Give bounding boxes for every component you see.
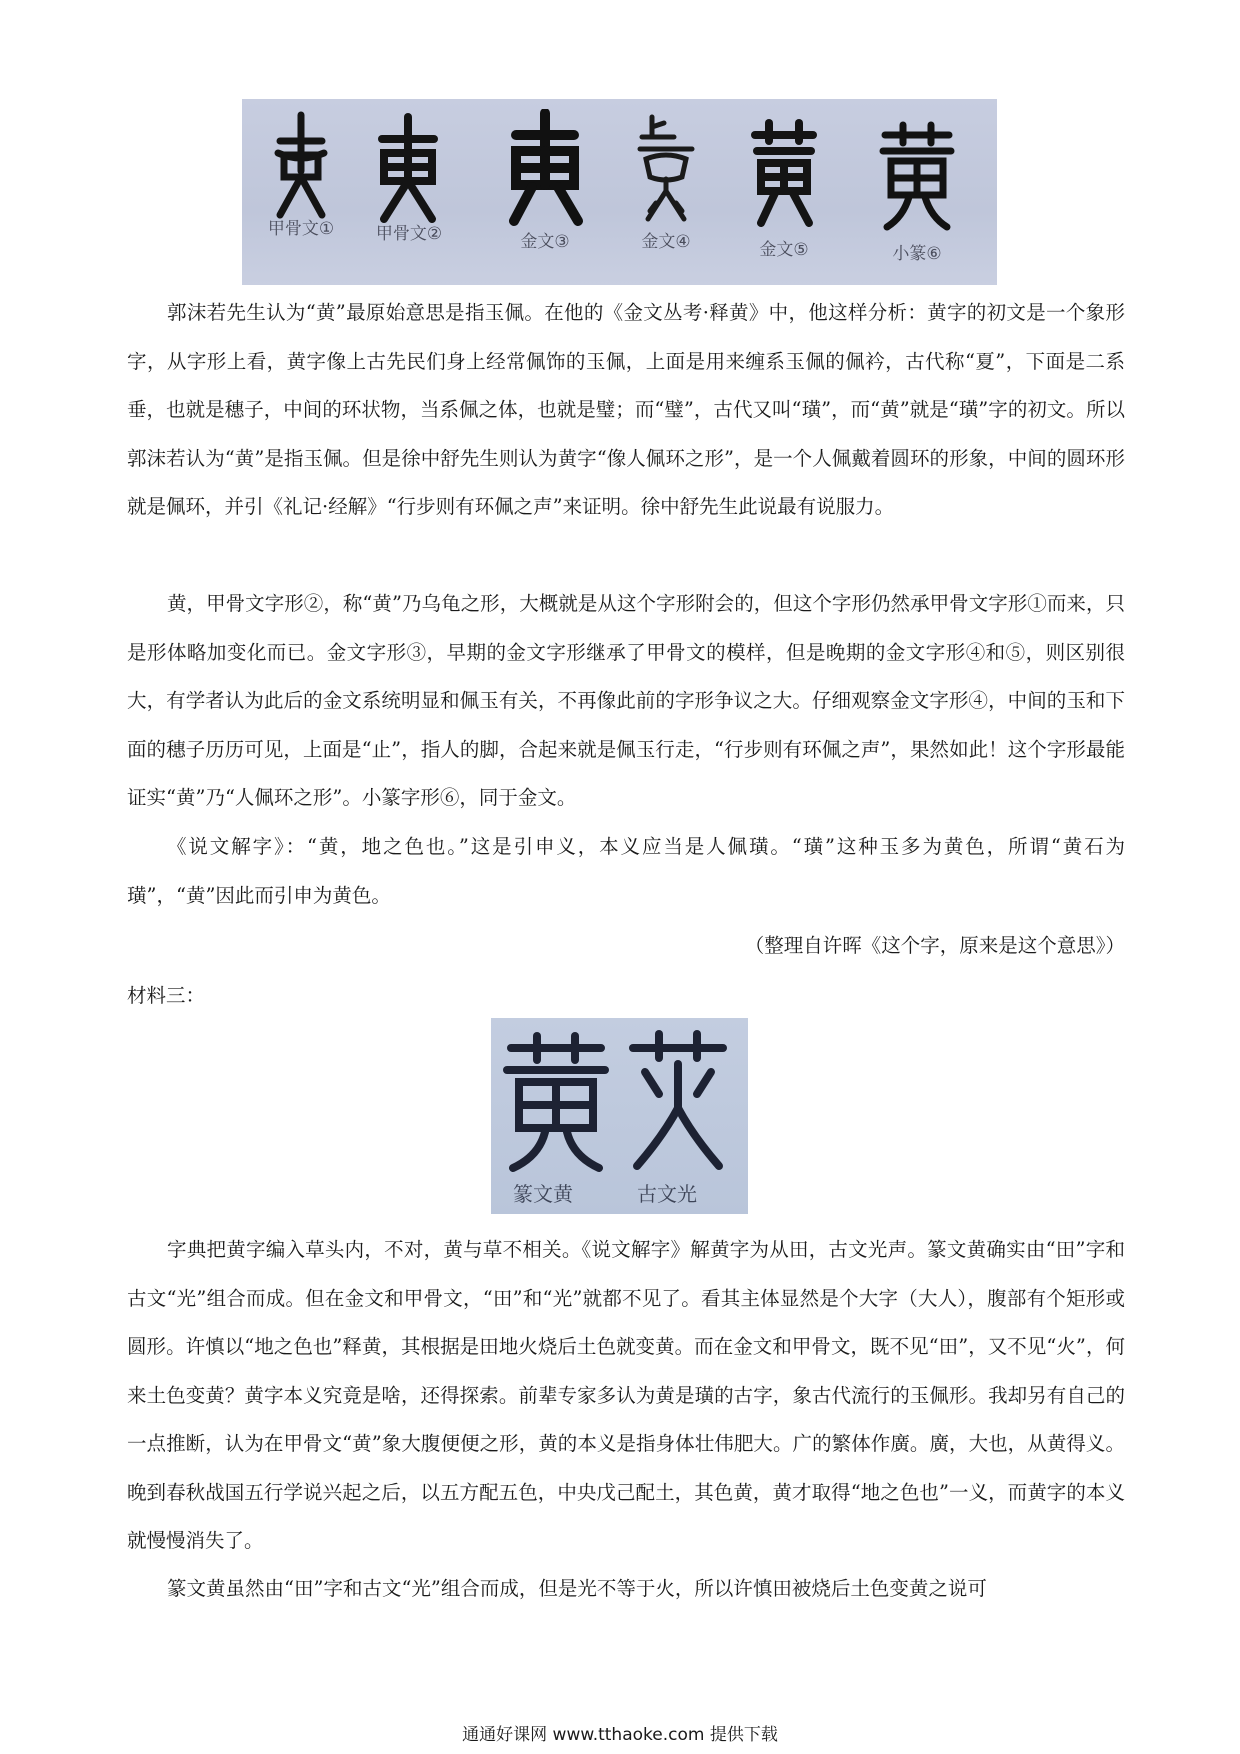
glyph-caption: 金文⑤ <box>759 240 809 260</box>
glyph-bronze-4 <box>607 99 725 285</box>
glyph-caption: 金文③ <box>520 232 570 252</box>
source-citation: （整理自许晖《这个字，原来是这个意思》） <box>744 934 1125 957</box>
paragraph-glyph-analysis: 黄，甲骨文字形②，称“黄”乃乌龟之形，大概就是从这个字形附会的，但这个字形仍然承甲骨文字形①而来，只是形体略加变化而已。金文字形③，早期的金文字形继承了甲骨文的模样，但是晚期的金文字形④和⑤，则区别很大，有学者认为此后的金文系统明显和佩玉有关，不再像此前的字形争议之大。仔细观察金文字形④，中间的玉和下面的穗子历历可见，上面是“止”，指人的脚，合起来就是佩玉行走，“行步则有环佩之声”，果然如此！这个字形最能证实“黄”乃“人佩环之形”。小篆字形⑥，同于金文。 <box>127 592 1125 809</box>
glyph-seal-6 <box>852 99 982 285</box>
seal-huang-glyph <box>501 1028 611 1178</box>
glyph-caption: 甲骨文① <box>267 219 335 239</box>
seal-vs-ancient-figure <box>491 1018 748 1214</box>
page-footer: 通通好课网 www.tthaoke.com 提供下载 <box>462 1725 778 1745</box>
glyph-bronze-3 <box>480 99 610 285</box>
paragraph-dictionary: 字典把黄字编入草头内，不对，黄与草不相关。《说文解字》解黄字为从田，古文光声。篆文黄确实由“田”字和古文“光”组合而成。但在金文和甲骨文，“田”和“光”就都不见了。看其主体显然是个大字（大人），腹部有个矩形或圆形。许慎以“地之色也”释黄，其根据是田地火烧后土色就变黄。而在金文和甲骨文，既不见“田”，又不见“火”，何来土色变黄？黄字本义究竟是啥，还得探索。前辈专家多认为黄是璜的古字，象古代流行的玉佩形。我却另有自己的一点推断，认为在甲骨文“黄”象大腹便便之形，黄的本义是指身体壮伟肥大。广的繁体作廣。廣，大也，从黄得义。晚到春秋战国五行学说兴起之后，以五方配五色，中央戊己配土，其色黄，黄才取得“地之色也”一义，而黄字的本义就慢慢消失了。 <box>127 1238 1125 1552</box>
glyph-caption: 甲骨文② <box>375 224 443 244</box>
figure-caption: 古文光 <box>637 1182 697 1206</box>
paragraph-seal-conclusion: 篆文黄虽然由“田”字和古文“光”组合而成，但是光不等于火，所以许慎田被烧后土色变黄之说可 <box>167 1577 987 1600</box>
paragraph-shuowen: 《说文解字》：“黄，地之色也。”这是引申义，本义应当是人佩璜。“璜”这种玉多为黄色，所谓“黄石为璜”，“黄”因此而引申为黄色。 <box>127 835 1125 907</box>
glyph-oracle-1 <box>242 99 360 285</box>
figure-caption: 篆文黄 <box>513 1182 573 1206</box>
glyph-evolution-figure <box>242 99 997 285</box>
paragraph-guo-moruo: 郭沫若先生认为“黄”最原始意思是指玉佩。在他的《金文丛考·释黄》中，他这样分析：黄字的初文是一个象形字，从字形上看，黄字像上古先民们身上经常佩饰的玉佩，上面是用来缠系玉佩的佩衿，古代称“夏”，下面是二系垂，也就是穗子，中间的环状物，当系佩之体，也就是璧；而“璧”，古代又叫“璜”，而“黄”就是“璜”字的初文。所以郭沫若认为“黄”是指玉佩。但是徐中舒先生则认为黄字“像人佩环之形”，是一个人佩戴着圆环的形象，中间的圆环形就是佩环，并引《礼记·经解》“行步则有环佩之声”来证明。徐中舒先生此说最有说服力。 <box>127 301 1125 518</box>
glyph-caption: 小篆⑥ <box>892 244 942 264</box>
material-three-heading: 材料三： <box>127 984 206 1007</box>
ancient-guang-glyph <box>623 1028 733 1178</box>
glyph-caption: 金文④ <box>641 232 691 252</box>
glyph-oracle-2 <box>350 99 468 285</box>
glyph-bronze-5 <box>725 99 843 285</box>
